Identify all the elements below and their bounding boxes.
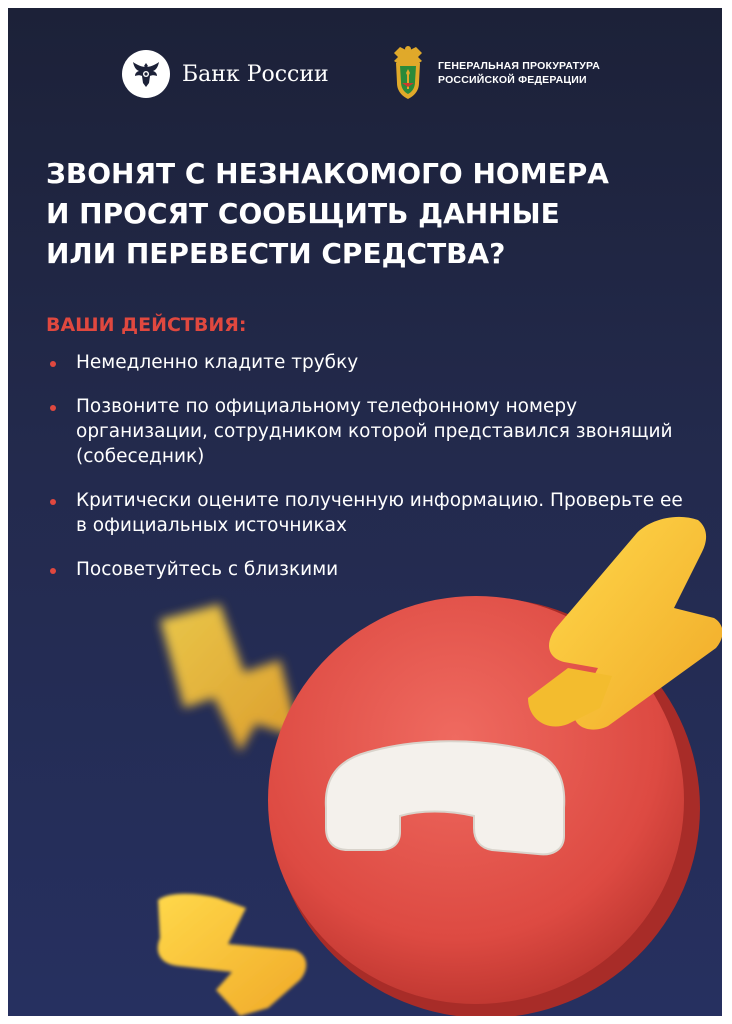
headline-line-1: ЗВОНЯТ С НЕЗНАКОМОГО НОМЕРА [46,157,609,190]
action-item: Посоветуйтесь с близкими [46,557,686,582]
bank-name: Банк России [182,61,329,87]
headline-line-2: И ПРОСЯТ СООБЩИТЬ ДАННЫЕ [46,197,560,230]
headline-line-3: ИЛИ ПЕРЕВЕСТИ СРЕДСТВА? [46,237,506,270]
lightning-bolt-icon [158,894,307,1016]
poster [8,8,722,1016]
prosecutor-name-line2: РОССИЙСКОЙ ФЕДЕРАЦИИ [438,74,587,86]
action-item: Немедленно кладите трубку [46,350,686,375]
actions-title: ВАШИ ДЕЙСТВИЯ: [46,314,247,336]
lightning-bolt-icon [160,604,300,752]
hang-up-illustration [8,8,722,1016]
action-item: Критически оцените полученную информацию. Проверьте ее в официальных источниках [46,488,686,538]
prosecutor-name-line1: ГЕНЕРАЛЬНАЯ ПРОКУРАТУРА [438,60,601,72]
action-item: Позвоните по официальному телефонному номеру организации, сотрудником которой представился звонящий (собеседник) [46,394,686,469]
